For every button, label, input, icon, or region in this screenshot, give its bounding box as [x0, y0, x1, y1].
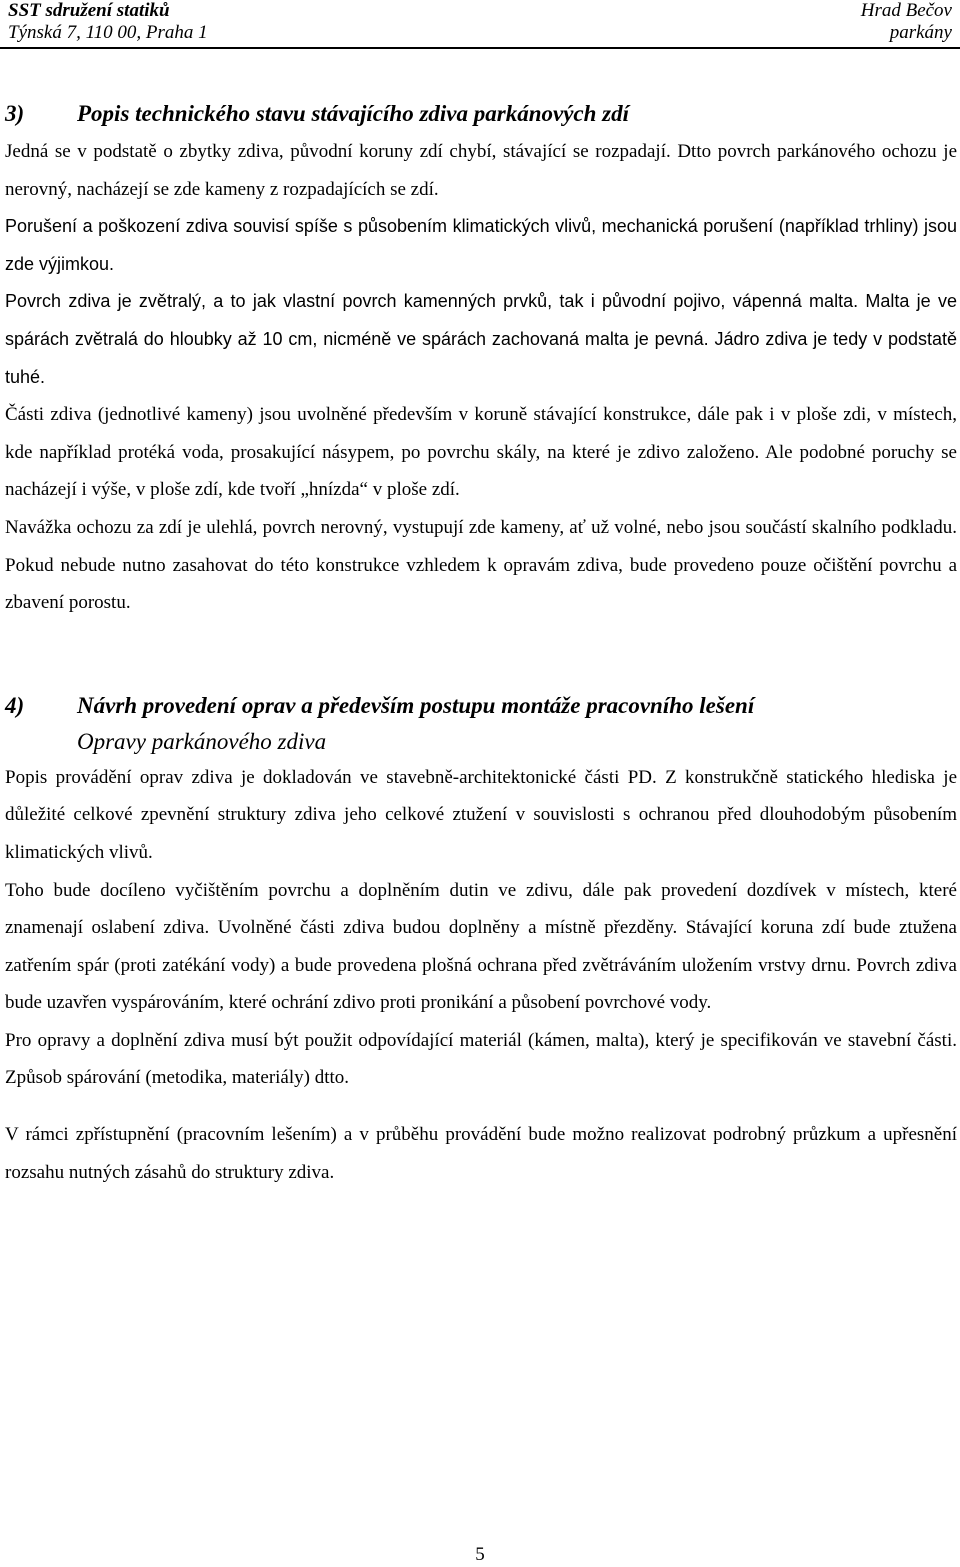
project-title: Hrad Bečov [860, 0, 952, 21]
org-name: SST sdružení statiků [8, 0, 170, 21]
header-divider [0, 47, 960, 49]
section-3-paragraph: Části zdiva (jednotlivé kameny) jsou uvolněné především v koruně stávající konstrukce, dále pak i v ploše zdi, v místech, kde například protéká voda, prosakující násypem, po povrchu skály, na které je zdivo založeno. Ale podobné poruchy se nacházejí i výše, v ploše zdí, kde tvoří „hnízda“ v ploše zdí. [5, 404, 957, 501]
header-left [8, 0, 208, 44]
section-4-paragraph: V rámci zpřístupnění (pracovním lešením) a v průběhu provádění bude možno realizovat podrobný průzkum a upřesnění rozsahu nutných zásahů do struktury zdiva. [5, 1124, 957, 1183]
section-3-paragraph: Porušení a poškození zdiva souvisí spíše s působením klimatických vlivů, mechanická porušení (například trhliny) jsou zde výjimkou. [5, 216, 957, 274]
section-4-heading [5, 687, 957, 725]
section-4-subheading: Opravy parkánového zdiva [77, 728, 327, 754]
section-4-paragraph: Toho bude docíleno vyčištěním povrchu a doplněním dutin ve zdivu, dále pak provedení dozdívek v místech, které znamenají oslabení zdiva. Uvolněné části zdiva budou doplněny a místně přezděny. Stávající koruna zdí bude ztužena zatřením spár (proti zatékání vody) a bude provedena plošná ochrana před zvětráváním uložením vrstvy drnu. Povrch zdiva bude uzavřen vyspárováním, které ochrání zdivo proti pronikání a působení povrchové vody. [5, 879, 957, 1014]
project-subtitle: parkány [889, 22, 952, 43]
page-header [0, 0, 960, 46]
org-address: Týnská 7, 110 00, Praha 1 [8, 22, 208, 43]
section-4-title: Návrh provedení oprav a především postupu montáže pracovního lešení [77, 692, 755, 718]
section-3-paragraph: Navážka ochozu za zdí je ulehlá, povrch nerovný, vystupují zde kameny, ať už volné, nebo jsou součástí skalního podkladu. Pokud nebude nutno zasahovat do této konstrukce vzhledem k opravám zdiva, bude provedeno pouze očištění povrchu a zbavení porostu. [5, 516, 957, 614]
document-body [0, 95, 960, 1191]
section-3-number: 3) [5, 101, 25, 126]
section-3-paragraph: Jedná se v podstatě o zbytky zdiva, původní koruny zdí chybí, stávající se rozpadají. Dtto povrch parkánového ochozu je nerovný, nacházejí se zde kameny z rozpadajících se zdí. [5, 141, 957, 200]
section-3-heading [5, 95, 957, 133]
header-right [861, 0, 952, 44]
section-4-paragraph: Popis provádění oprav zdiva je dokladován ve stavebně-architektonické části PD. Z konstrukčně statického hlediska je důležité celkové zpevnění struktury zdiva jeho celkové ztužení v souvislosti s ochranou před dlouhodobým působením klimatických vlivů. [5, 766, 957, 863]
section-3-paragraph: Povrch zdiva je zvětralý, a to jak vlastní povrch kamenných prvků, tak i původní pojivo, vápenná malta. Malta je ve spárách zvětralá do hloubky až 10 cm, nicméně ve spárách zachovaná malta je pevná. Jádro zdiva je tedy v podstatě tuhé. [5, 291, 957, 387]
page-number: 5 [475, 1544, 485, 1565]
section-4-number: 4) [5, 692, 25, 718]
section-3-title: Popis technického stavu stávajícího zdiva parkánových zdí [77, 101, 629, 126]
section-4-paragraph: Pro opravy a doplnění zdiva musí být použit odpovídající materiál (kámen, malta), který je specifikován ve stavební části. Způsob spárování (metodika, materiály) dtto. [5, 1029, 957, 1089]
